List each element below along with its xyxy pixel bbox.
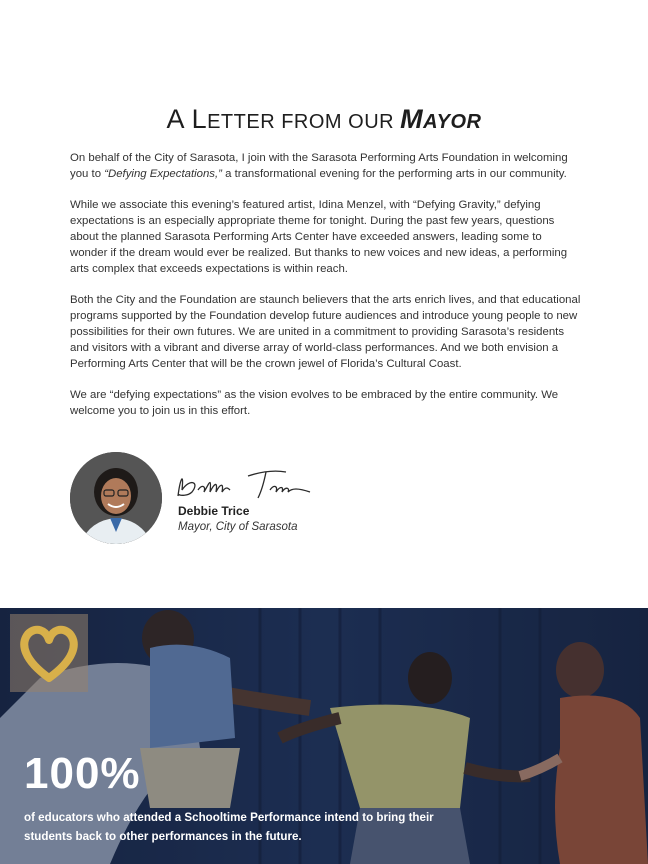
signer-name: Debbie Trice [178,504,250,518]
page-title: A LETTER FROM OUR MAYOR [166,104,482,134]
heart-icon [10,614,88,692]
paragraph-3: Both the City and the Foundation are staunch believers that the arts enrich lives, and that educational programs supported by the Foundation develop future audiences and introduce young people to new possibilities for their own futures. We are united in a commitment to providing Sarasota’s residents and visitors with a vibrant and diverse array of world-class performances. And we both envision a Performing Arts Center that will be the crown jewel of Florida’s Cultural Coast. [70,294,581,370]
mayor-portrait [70,452,162,544]
stat-caption: of educators who attended a Schooltime Performance intend to bring their students back to other performances in the future. [24,811,434,843]
paragraph-4: We are “defying expectations” as the vision evolves to be embraced by the entire community. We welcome you to join us in this effort. [70,389,559,417]
paragraph-2: While we associate this evening’s featured artist, Idina Menzel, with “Defying Gravity,” defying expectations is an especially appropriate theme for tonight. During the past few years, questions about the planned Sarasota Performing Arts Center have exceeded answers, leading some to wonder if the dream would ever be realized. But thanks to new voices and new ideas, a performing arts complex that exceeds expectations is within reach. [70,199,568,275]
paragraph-1: On behalf of the City of Sarasota, I join with the Sarasota Performing Arts Foundation in welcoming you to “Defying Expectations,” a transformational evening for the performing arts in our community. [70,152,568,180]
letter-body [70,150,582,434]
mayor-signature [170,460,320,506]
heart-logo [10,614,88,692]
stat-value: 100% [24,749,141,798]
signer-title: Mayor, City of Sarasota [178,521,298,533]
